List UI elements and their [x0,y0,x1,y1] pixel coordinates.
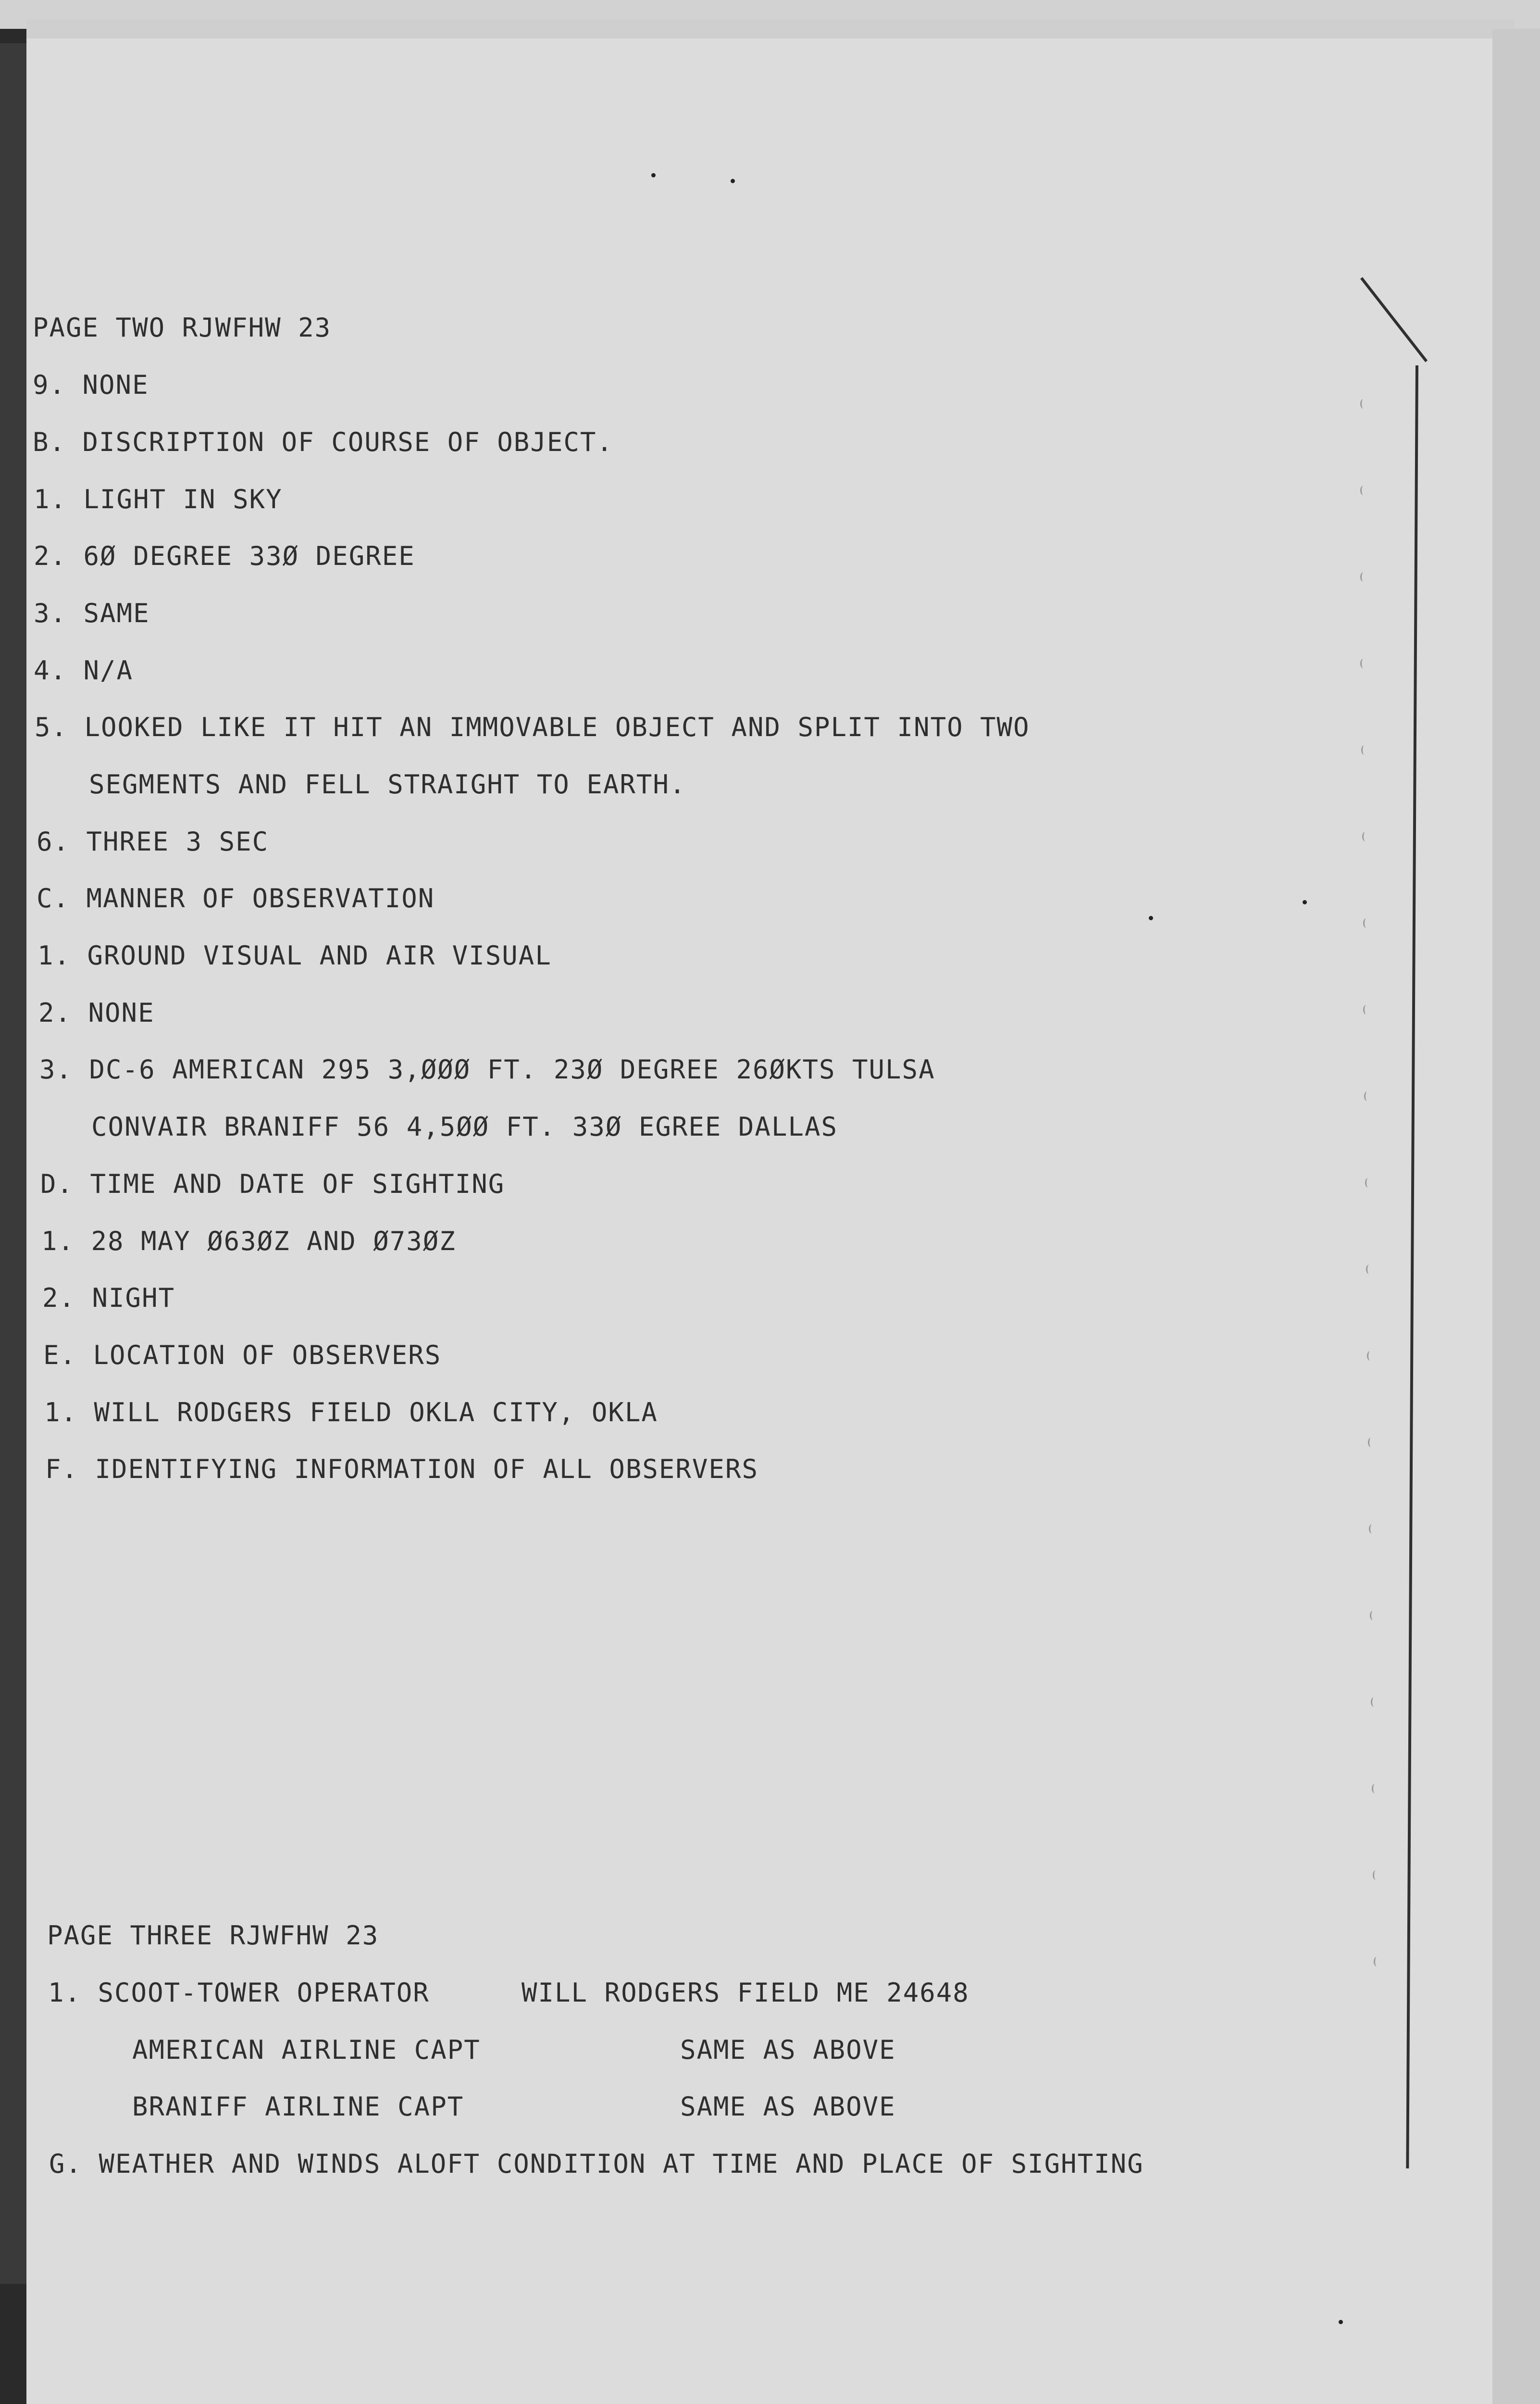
text-line: 1. GROUND VISUAL AND AIR VISUAL [37,940,552,971]
text-line: CONVAIR BRANIFF 56 4,5ØØ FT. 33Ø EGREE DALLAS [91,1112,838,1142]
observer-location: SAME AS ABOVE [680,2091,896,2122]
observer-name: AMERICAN AIRLINE CAPT [132,2035,481,2065]
text-line: 9. NONE [33,370,149,400]
text-line: 6. THREE 3 SEC [37,826,269,857]
text-line: 4. N/A [34,655,134,686]
text-line: 1. LIGHT IN SKY [34,484,283,514]
text-line: 3. DC-6 AMERICAN 295 3,ØØØ FT. 23Ø DEGREE 26ØKTS TULSA [39,1054,935,1085]
text-line: 2. 6Ø DEGREE 33Ø DEGREE [34,541,415,571]
text-line: 1. 28 MAY Ø63ØZ AND Ø73ØZ [41,1226,456,1256]
page-three-header: PAGE THREE RJWFHW 23 [47,1920,379,1951]
section-heading: D. TIME AND DATE OF SIGHTING [40,1169,505,1199]
section-heading: E. LOCATION OF OBSERVERS [43,1340,442,1370]
text-line: SEGMENTS AND FELL STRAIGHT TO EARTH. [89,769,686,800]
text-line: 2. NIGHT [42,1283,175,1313]
page-two-header: PAGE TWO RJWFHW 23 [33,313,332,343]
observer-name: 1. SCOOT-TOWER OPERATOR [48,1978,430,2008]
section-heading: B. DISCRIPTION OF COURSE OF OBJECT. [33,427,613,457]
observer-name: BRANIFF AIRLINE CAPT [132,2091,464,2122]
section-heading: C. MANNER OF OBSERVATION [37,883,435,914]
section-heading: F. IDENTIFYING INFORMATION OF ALL OBSERVERS [45,1454,758,1484]
observer-location: WILL RODGERS FIELD ME 24648 [522,1978,969,2008]
section-heading: G. WEATHER AND WINDS ALOFT CONDITION AT TIME AND PLACE OF SIGHTING [49,2149,1144,2179]
observer-location: SAME AS ABOVE [680,2035,896,2065]
text-line: 3. SAME [34,598,150,628]
text-line: 1. WILL RODGERS FIELD OKLA CITY, OKLA [44,1397,658,1427]
text-line: 5. LOOKED LIKE IT HIT AN IMMOVABLE OBJECT AND SPLIT INTO TWO [35,712,1030,742]
text-line: 2. NONE [38,998,155,1028]
